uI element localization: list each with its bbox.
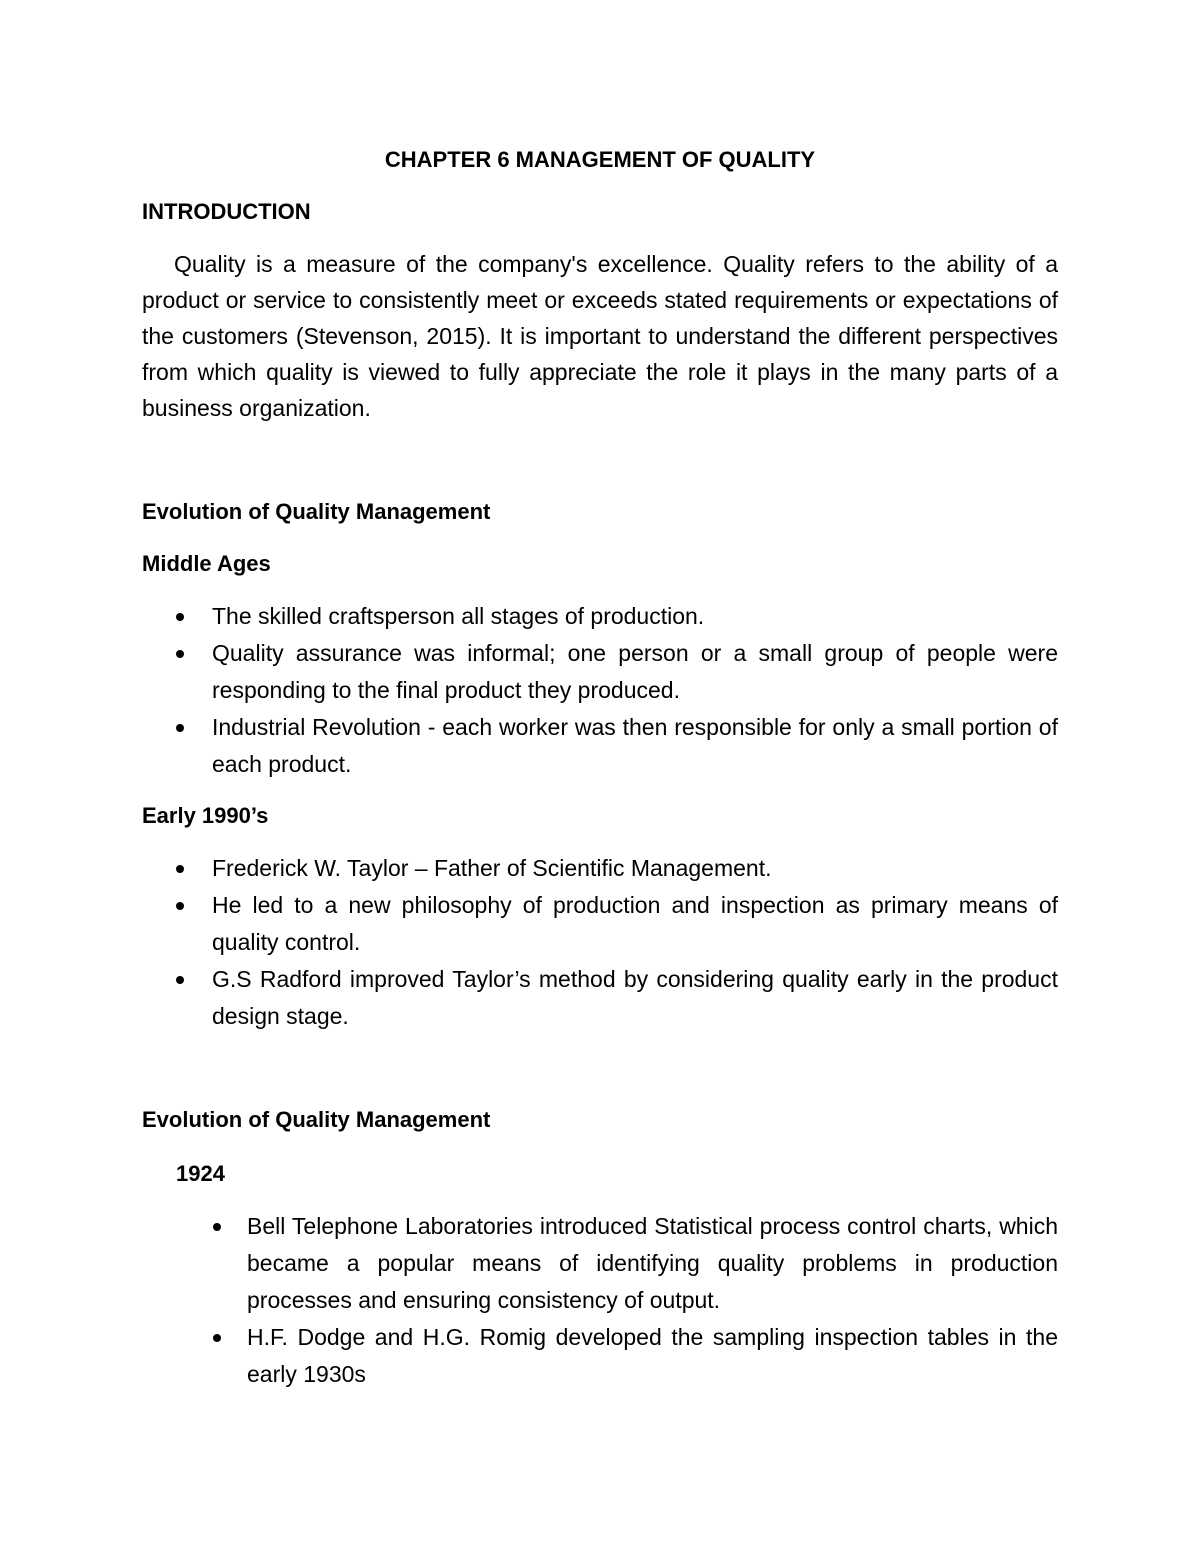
list-item [212,598,1058,635]
bullet-icon [176,613,184,621]
evolution-heading-1: Evolution of Quality Management [142,499,491,524]
list-item-text: Industrial Revolution - each worker was then responsible for only a small portion of each product. [212,714,1058,777]
list-item-text: H.F. Dodge and H.G. Romig developed the sampling inspection tables in the early 1930s [247,1324,1058,1387]
list-item-text: The skilled craftsperson all stages of production. [212,603,705,629]
early-1990s-heading: Early 1990’s [142,803,269,828]
year-1924-list [247,1208,1058,1393]
bullet-icon [213,1223,221,1231]
list-item [212,850,1058,887]
bullet-icon [176,976,184,984]
year-1924-heading: 1924 [176,1161,225,1186]
list-item [212,709,1058,783]
list-item [247,1208,1058,1319]
list-item [212,887,1058,961]
bullet-icon [176,650,184,658]
list-item [212,635,1058,709]
list-item-text: He led to a new philosophy of production and inspection as primary means of quality control. [212,892,1058,955]
list-item-text: G.S Radford improved Taylor’s method by considering quality early in the product design stage. [212,966,1058,1029]
list-item-text: Frederick W. Taylor – Father of Scientific Management. [212,855,772,881]
middle-ages-heading: Middle Ages [142,551,271,576]
introduction-paragraph: Quality is a measure of the company's excellence. Quality refers to the ability of a product or service to consistently meet or exceeds stated requirements or expectations of the customers (Stevenson, 2015). It is important to understand the different perspectives from which quality is viewed to fully appreciate the role it plays in the many parts of a business organization. [142,251,1058,421]
evolution-heading-2: Evolution of Quality Management [142,1107,491,1132]
chapter-title: CHAPTER 6 MANAGEMENT OF QUALITY [384,147,816,172]
list-item [247,1319,1058,1393]
introduction-heading: INTRODUCTION [142,199,311,224]
bullet-icon [176,902,184,910]
bullet-icon [176,724,184,732]
middle-ages-list [212,598,1058,783]
list-item [212,961,1058,1035]
early-1990s-list [212,850,1058,1035]
bullet-icon [176,865,184,873]
list-item-text: Bell Telephone Laboratories introduced Statistical process control charts, which became a popular means of identifying quality problems in production processes and ensuring consistency of output. [247,1213,1058,1313]
bullet-icon [213,1334,221,1342]
list-item-text: Quality assurance was informal; one person or a small group of people were responding to the final product they produced. [212,640,1058,703]
